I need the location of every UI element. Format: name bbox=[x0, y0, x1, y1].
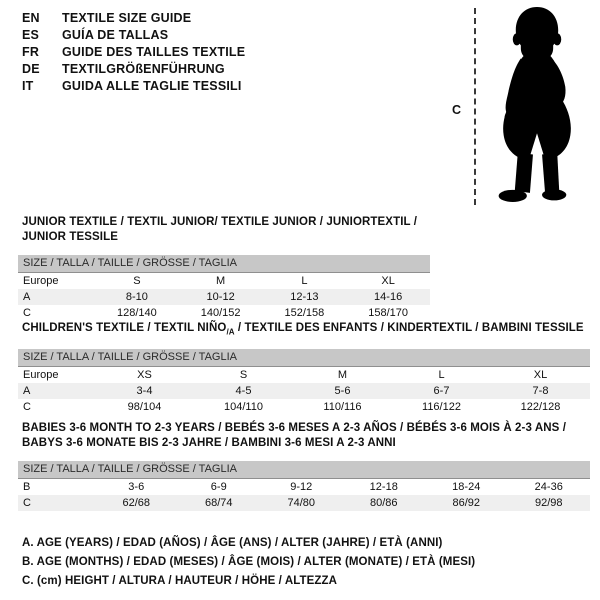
table-cell: 7-8 bbox=[532, 385, 549, 398]
table-cell: 98/104 bbox=[127, 401, 162, 414]
table-row-label: Europe bbox=[23, 369, 59, 382]
table-cell: 116/122 bbox=[422, 401, 461, 414]
table-cell: L bbox=[301, 275, 308, 287]
legend-note: B. AGE (MONTHS) / EDAD (MESES) / ÂGE (MOIS) / ALTER (MONATE) / ETÀ (MESI) bbox=[22, 556, 476, 568]
table-cell: XL bbox=[533, 369, 548, 382]
table-size-header: SIZE / TALLA / TAILLE / GRÖSSE / TAGLIA bbox=[18, 255, 430, 273]
language-code: EN bbox=[22, 11, 40, 25]
table-cell: 24-36 bbox=[534, 481, 563, 493]
table-cell: 18-24 bbox=[452, 481, 481, 493]
table-cell: 3-6 bbox=[128, 481, 145, 493]
table-cell: 140/152 bbox=[200, 307, 241, 319]
table-title-segment: BABIES 3-6 MONTH TO 2-3 YEARS / BEBÉS 3-6 MESES A 2-3 AÑOS / BÉBÉS 3-6 MOIS À 2-3 ANS / bbox=[22, 422, 566, 434]
table-cell: 68/74 bbox=[204, 497, 233, 509]
language-title: GUIDA ALLE TAGLIE TESSILI bbox=[62, 79, 242, 93]
language-row bbox=[22, 78, 245, 95]
table-cell: 6-7 bbox=[433, 385, 450, 398]
language-title-list bbox=[22, 10, 245, 95]
table-row bbox=[18, 383, 590, 399]
table-cell: XS bbox=[137, 369, 152, 382]
table-cell: 86/92 bbox=[452, 497, 481, 509]
language-row bbox=[22, 61, 245, 78]
language-title: TEXTILGRÖßENFÜHRUNG bbox=[62, 62, 225, 76]
table-cell: 158/170 bbox=[368, 307, 408, 319]
table-row bbox=[18, 305, 430, 321]
table-row bbox=[18, 495, 590, 511]
table-cell: 74/80 bbox=[287, 497, 316, 509]
table-cell: M bbox=[337, 369, 348, 382]
table-cell: 12-18 bbox=[369, 481, 398, 493]
table-row bbox=[18, 273, 430, 289]
table-cell: M bbox=[216, 275, 226, 287]
table-title bbox=[18, 215, 430, 245]
table-row-label: Europe bbox=[23, 275, 59, 287]
table-size-header: SIZE / TALLA / TAILLE / GRÖSSE / TAGLIA bbox=[18, 461, 590, 479]
language-row bbox=[22, 44, 245, 61]
table-title bbox=[18, 321, 590, 339]
language-row bbox=[22, 10, 245, 27]
table-cell: 152/158 bbox=[284, 307, 325, 319]
table-cell: XL bbox=[381, 275, 395, 287]
language-code: FR bbox=[22, 45, 40, 59]
table-cell: 3-4 bbox=[136, 385, 153, 398]
table-row bbox=[18, 479, 590, 495]
table-row-label: C bbox=[23, 307, 31, 319]
table-cell: L bbox=[438, 369, 445, 382]
table-row bbox=[18, 367, 590, 383]
table-cell: 92/98 bbox=[534, 497, 563, 509]
table-row-label: C bbox=[23, 401, 31, 414]
table-cell: 10-12 bbox=[206, 291, 235, 303]
table-row-label: C bbox=[23, 497, 31, 509]
table-cell: 9-12 bbox=[290, 481, 313, 493]
height-measure-dashed-line bbox=[474, 8, 476, 205]
table-cell: 5-6 bbox=[334, 385, 351, 398]
table-row-label: B bbox=[23, 481, 31, 493]
table-row bbox=[18, 289, 430, 305]
table-cell: 62/68 bbox=[122, 497, 151, 509]
table-cell: 104/110 bbox=[224, 401, 263, 414]
toddler-silhouette bbox=[486, 6, 588, 208]
table-cell: 8-10 bbox=[125, 291, 148, 303]
babies-textile-table bbox=[18, 421, 590, 511]
table-title-segment: BABYS 3-6 MONATE BIS 2-3 JAHRE / BAMBINI 3-6 MESI A 2-3 ANNI bbox=[22, 437, 396, 449]
language-code: IT bbox=[22, 79, 34, 93]
table-size-header: SIZE / TALLA / TAILLE / GRÖSSE / TAGLIA bbox=[18, 349, 590, 367]
table-cell: 122/128 bbox=[520, 401, 561, 414]
table-cell: S bbox=[239, 369, 248, 382]
table-title bbox=[18, 421, 590, 451]
table-title-subscript: /A bbox=[226, 327, 235, 337]
children-textile-table bbox=[18, 321, 590, 415]
language-title: TEXTILE SIZE GUIDE bbox=[62, 11, 192, 25]
table-cell: 4-5 bbox=[235, 385, 252, 398]
language-row bbox=[22, 27, 245, 44]
table-row bbox=[18, 399, 590, 415]
table-cell: 12-13 bbox=[290, 291, 319, 303]
height-measure-label: C bbox=[452, 103, 462, 117]
language-code: DE bbox=[22, 62, 40, 76]
table-cell: 80/86 bbox=[369, 497, 398, 509]
junior-textile-table bbox=[18, 215, 430, 321]
language-title: GUÍA DE TALLAS bbox=[62, 28, 169, 42]
table-cell: 6-9 bbox=[210, 481, 227, 493]
table-cell: S bbox=[133, 275, 141, 287]
table-title-segment: / TEXTILE DES ENFANTS / KINDERTEXTIL / BAMBINI TESSILE bbox=[234, 322, 584, 334]
table-cell: 110/116 bbox=[323, 401, 362, 414]
table-row-label: A bbox=[23, 291, 31, 303]
legend-note: A. AGE (YEARS) / EDAD (AÑOS) / ÂGE (ANS) / ALTER (JAHRE) / ETÀ (ANNI) bbox=[22, 537, 443, 549]
language-code: ES bbox=[22, 28, 40, 42]
table-cell: 14-16 bbox=[374, 291, 403, 303]
table-title-segment: CHILDREN'S TEXTILE / TEXTIL NIÑO bbox=[22, 322, 227, 334]
table-cell: 128/140 bbox=[116, 307, 157, 319]
legend-notes bbox=[22, 534, 475, 591]
table-row-label: A bbox=[23, 385, 31, 398]
language-title: GUIDE DES TAILLES TEXTILE bbox=[62, 45, 246, 59]
table-title-segment: JUNIOR TEXTILE / TEXTIL JUNIOR/ TEXTILE JUNIOR / JUNIORTEXTIL / JUNIOR TESSILE bbox=[22, 216, 418, 243]
legend-note: C. (cm) HEIGHT / ALTURA / HAUTEUR / HÖHE / ALTEZZA bbox=[22, 575, 338, 587]
